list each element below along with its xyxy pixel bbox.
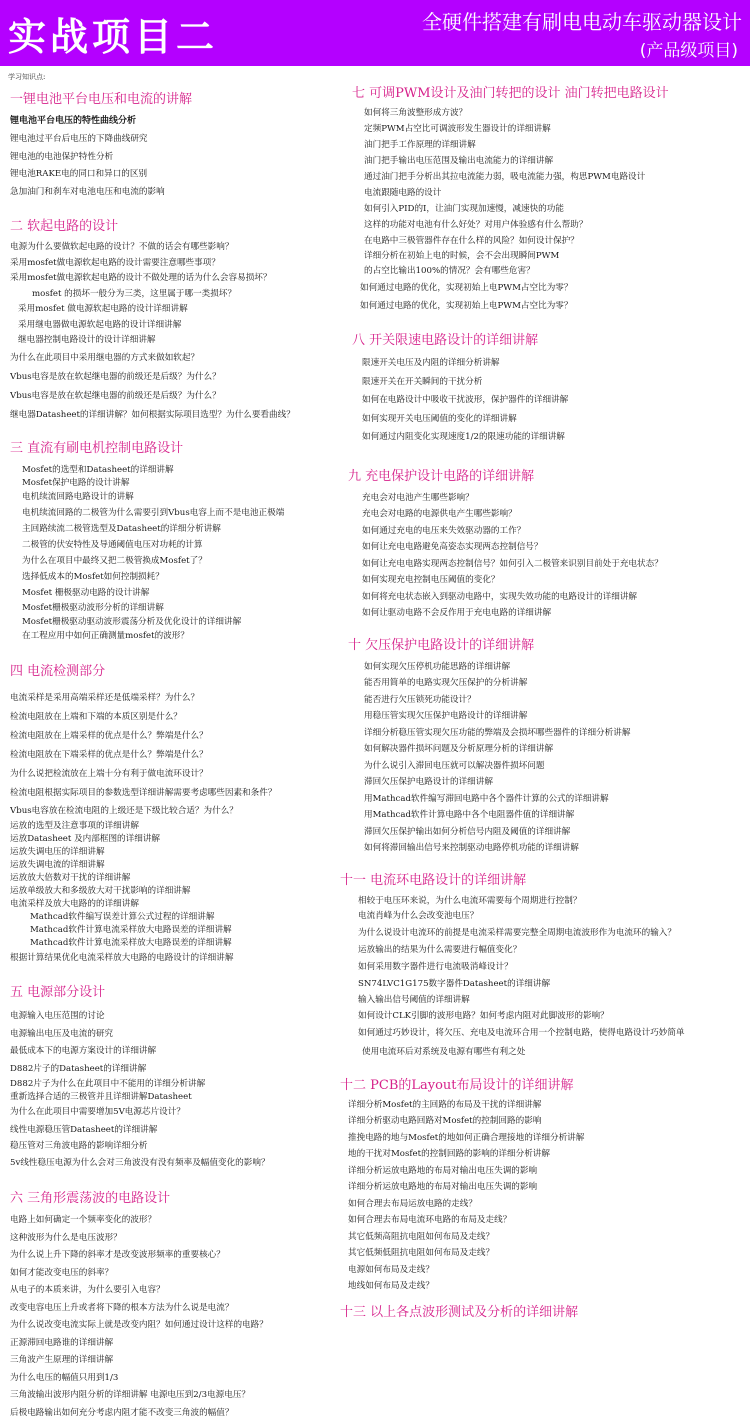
list-item: 详细分析Mosfet的主回路的布局及干扰的详细讲解 [340, 1097, 748, 1114]
list-item: 用Mathcad软件编写滞回电路中各个器件计算的公式的详细讲解 [348, 791, 748, 808]
list-item: 采用mosfet 做电源软起电路的设计详细讲解 [10, 302, 340, 318]
list-item: 为什么说上升下降的斜率才是改变波形频率的重要核心？ [10, 1247, 340, 1265]
section-title: 四 电流检测部分 [10, 660, 340, 679]
list-item: Mosfet栅极驱动驱动波形震荡分析及优化设计的详细讲解 [10, 615, 340, 629]
list-item: 其它低频高阻抗电阻如何布局及走线？ [340, 1229, 748, 1246]
list-item: 油门把手工作原理的详细讲解 [352, 137, 748, 153]
section-title: 十 欠压保护电路设计的详细讲解 [348, 634, 748, 653]
list-item: 电机续流回路电路设计的讲解 [10, 490, 340, 505]
list-item: 其它低频低阻抗电阻如何布局及走线？ [340, 1245, 748, 1262]
list-item: 选择低成本的Mosfet如何控制损耗？ [10, 569, 340, 585]
list-item: 详细分析稳压管实现欠压功能的弊端及会损坏哪些器件的详细分析讲解 [348, 725, 748, 742]
list-item: 急加油门和刹车对电池电压和电流的影响 [10, 184, 340, 202]
list-item: 用Mathcad软件计算电路中各个电阻器件值的详细讲解 [348, 807, 748, 824]
list-item: 滞回欠压保护电路设计的详细讲解 [348, 774, 748, 791]
list-item: 电源如何布局及走线？ [340, 1262, 748, 1279]
list-item: 限速开关在开关瞬间的干扰分析 [352, 373, 748, 392]
list-item: 为什么说设计电流环的前提是电流采样需要完整全周期电流波形作为电流环的输入？ [340, 925, 748, 942]
list-item: 正源滞回电路谁的详细讲解 [10, 1335, 340, 1353]
list-item: 采用mosfet做电源软起电路的设计需要注意哪些事项？ [10, 256, 340, 272]
list-item: 如何解决器件损坏问题及分析原理分析的详细讲解 [348, 741, 748, 758]
right-column [340, 80, 748, 1326]
list-item: 能否进行欠压锁死功能设计？ [348, 692, 748, 709]
list-item: 充电会对电池产生哪些影响？ [348, 490, 748, 507]
list-item: 电流采样是采用高端采样还是低端采样？为什么？ [10, 689, 340, 708]
project-tag: (产品级项目) [640, 36, 738, 61]
list-item: 二极管的伏安特性及导通阈值电压对功耗的计算 [10, 537, 340, 553]
section-7 [340, 82, 748, 315]
list-item: 为什么电压的幅值只用到1/3 [10, 1370, 340, 1388]
list-item: 用稳压管实现欠压保护电路设计的详细讲解 [348, 708, 748, 725]
list-item: 检流电阻放在上端采样的优点是什么？弊端是什么？ [10, 727, 340, 746]
list-item: 继电器Datasheet的详细讲解？如何根据实际项目选型？为什么要看曲线？ [10, 406, 340, 425]
list-item: 电流跟随电路的设计 [352, 185, 748, 201]
section-11 [340, 869, 748, 1062]
list-item: 能否用简单的电路实现欠压保护的分析讲解 [348, 675, 748, 692]
header-banner [0, 0, 750, 66]
section-title: 十一 电流环电路设计的详细讲解 [340, 869, 748, 888]
section-1 [10, 88, 340, 201]
section-4 [10, 660, 340, 968]
list-item: 为什么说引入滞回电压就可以解决器件损坏问题 [348, 758, 748, 775]
list-item: 如何实现开关电压阈值的变化的详细讲解 [352, 410, 748, 429]
list-item: 如何合理去布局电流环电路的布局及走线？ [340, 1212, 748, 1229]
section-title: 一锂电池平台电压和电流的讲解 [10, 88, 340, 107]
list-item: 油门把手输出电压范围及输出电流能力的详细讲解 [352, 153, 748, 169]
section-title: 七 可调PWM设计及油门转把的设计 油门转把电路设计 [352, 82, 748, 101]
list-item: 为什么在此项目中需要增加5V电源芯片设计？ [10, 1104, 340, 1122]
list-item: 如何通过电路的优化，实现初始上电PWM占空比为零？ [352, 297, 748, 315]
list-item: 如何通过巧妙设计，将欠压、充电及电流环合用一个控制电路，使得电路设计巧妙简单 [340, 1025, 748, 1042]
list-item: 如何采用数字器件进行电流吸消峰设计？ [340, 959, 748, 976]
list-item: 电流采样及放大电路的的详细讲解 [10, 898, 340, 911]
list-item: 如何设计CLK引脚的波形电路？如何考虑内阻对此脚波形的影响？ [340, 1008, 748, 1025]
list-item: 限速开关电压及内阻的详细分析讲解 [352, 354, 748, 373]
list-item: 如何实现充电控制电压阈值的变化？ [348, 572, 748, 589]
list-item: 这种波形为什么是电压波形？ [10, 1230, 340, 1248]
list-item: 5v线性稳压电源为什么会对三角波没有没有频率及幅值变化的影响？ [10, 1153, 340, 1173]
list-item: mosfet 的损坏一般分为三类，这里属于哪一类损坏？ [10, 287, 340, 303]
section-5 [10, 981, 340, 1173]
section-title: 十三 以上各点波形测试及分析的详细讲解 [340, 1301, 748, 1320]
list-item: 最低成本下的电源方案设计的详细讲解 [10, 1043, 340, 1061]
list-item: 如何实现欠压停机功能思路的详细讲解 [348, 659, 748, 676]
list-item: 如何将三角波整形成方波？ [352, 105, 748, 121]
project-title: 实战项目二 [8, 6, 218, 61]
list-item: 使用电流环后对系统及电源有哪些有利之处 [340, 1042, 748, 1062]
list-item: Mosfet的选型和Datasheet的详细讲解 [10, 464, 340, 477]
list-item: 的占空比输出100%的情况？会有哪些危害？ [352, 263, 748, 279]
list-item: 运放失调电流的详细讲解 [10, 859, 340, 872]
list-item: 检流电阻放在上端和下端的本质区别是什么？ [10, 708, 340, 727]
list-item: 充电会对电路的电源供电产生哪些影响？ [348, 506, 748, 523]
list-item: 详细分析驱动电路回路对Mosfet的控制回路的影响 [340, 1113, 748, 1130]
section-8 [340, 329, 748, 447]
list-item: 运放Datasheet 及内部框图的详细讲解 [10, 833, 340, 846]
list-item: 为什么在此项目中采用继电器的方式来做如软起？ [10, 349, 340, 368]
list-item: Vbus电容是放在软起继电器的前级还是后级？为什么？ [10, 368, 340, 387]
list-item: 如何让充电电路避免高姿态实现两态控制信号？ [348, 539, 748, 556]
list-item: 详细分析运放电路地的布局对输出电压失调的影响 [340, 1179, 748, 1196]
list-item: 运放失调电压的详细讲解 [10, 846, 340, 859]
list-item: 运放单级放大和多级放大对干扰影响的详细讲解 [10, 885, 340, 898]
list-item: 采用mosfet做电源软起电路的设计不做处理的话为什么会容易损坏？ [10, 271, 340, 287]
section-13 [340, 1301, 748, 1320]
list-item: 稳压管对三角波电路的影响详细分析 [10, 1139, 340, 1153]
section-9 [340, 465, 748, 622]
list-item: 相较于电压环来说，为什么电流环需要每个周期进行控制？ [340, 894, 748, 910]
list-item: 电路上如何确定一个频率变化的波形？ [10, 1212, 340, 1230]
list-item: 锂电池的电池保护特性分析 [10, 149, 340, 167]
list-item: 详细分析运放电路地的布局对输出电压失调的影响 [340, 1163, 748, 1180]
list-item: 继电器控制电路设计的设计详细讲解 [10, 333, 340, 349]
list-item: 电流肖峰为什么会改变池电压？ [340, 909, 748, 925]
list-item: 在电路中三极管器件存在什么样的风险？如何设计保护？ [352, 233, 748, 249]
list-item: 电机续流回路的二极管为什么需要引到Vbus电容上而不是电池正极端 [10, 505, 340, 521]
list-item: SN74LVC1G175数字器件Datasheet的详细讲解 [340, 976, 748, 993]
list-item: 采用继电器做电源软起电路的设计详细讲解 [10, 318, 340, 334]
list-item: Mosfet 栅极驱动电路的设计讲解 [10, 585, 340, 601]
list-item: 详细分析在初始上电的时候，会不会出现瞬间PWM [352, 249, 748, 263]
list-item: 滞回欠压保护输出如何分析信号内阻及阈值的详细讲解 [348, 824, 748, 841]
list-item: 如何将滞回输出信号来控制驱动电路停机功能的详细讲解 [348, 840, 748, 857]
list-item: D882片子为什么在此项目中不能用的详细分析讲解 [10, 1078, 340, 1091]
list-item: Mathcad软件计算电流采样放大电路误差的详细讲解 [10, 937, 340, 950]
section-title: 十二 PCB的Layout布局设计的详细讲解 [340, 1074, 748, 1093]
list-item: Mosfet栅极驱动波形分析的详细讲解 [10, 601, 340, 615]
section-3 [10, 437, 340, 644]
section-title: 五 电源部分设计 [10, 981, 340, 1000]
section-2 [10, 215, 340, 425]
list-item: 如何才能改变电压的斜率？ [10, 1265, 340, 1283]
list-item: 锂电池RAKE电的同口和异口的区别 [10, 166, 340, 184]
section-title: 六 三角形震荡波的电路设计 [10, 1187, 340, 1206]
section-title: 三 直流有刷电机控制电路设计 [10, 437, 340, 456]
list-item: 三角波输出波形内阻分析的详细讲解 电源电压到2/3电源电压？ [10, 1387, 340, 1405]
section-title: 八 开关限速电路设计的详细讲解 [352, 329, 748, 348]
list-item: 为什么说改变电流实际上就是改变内阻？如何通过设计这样的电路？ [10, 1317, 340, 1335]
list-item: Vbus电容是放在软起继电器的前级还是后级？为什么？ [10, 387, 340, 406]
list-item: 定频PWM占空比可调波形发生器设计的详细讲解 [352, 121, 748, 137]
list-item: 三角波产生原理的详细讲解 [10, 1352, 340, 1370]
section-6 [10, 1187, 340, 1422]
list-item: 如何引入PID的I，让油门实现加速慢，减速快的功能 [352, 201, 748, 217]
list-item: D882片子的Datasheet的详细讲解 [10, 1061, 340, 1079]
knowledge-label: 学习知识点: [8, 72, 45, 82]
list-item: 从电子的本质来讲，为什么要引入电容？ [10, 1282, 340, 1300]
list-item: 电源输入电压范围的讨论 [10, 1008, 340, 1026]
list-item: 如何让充电电路实现两态控制信号？如何引入二极管来识别目前处于充电状态？ [348, 556, 748, 573]
list-item: 如何在电路设计中吸收干扰波形，保护器件的详细讲解 [352, 391, 748, 410]
list-item: 根据计算结果优化电流采样放大电路的电路设计的详细讲解 [10, 950, 340, 968]
list-item: 主回路续流二极管选型及Datasheet的详细分析讲解 [10, 521, 340, 537]
list-item: 为什么说把检流放在上端十分有利于做电流环设计？ [10, 765, 340, 784]
section-title: 二 软起电路的设计 [10, 215, 340, 234]
list-item: 如何通过电路的优化，实现初始上电PWM占空比为零？ [352, 279, 748, 297]
project-subtitle: 全硬件搭建有刷电电动车驱动器设计 [422, 6, 742, 35]
list-item: 电源为什么要做软起电路的设计？不做的话会有哪些影响？ [10, 240, 340, 256]
list-item: 运放输出的结果为什么需要进行幅值变化？ [340, 942, 748, 959]
list-item: 输入输出信号阈值的详细讲解 [340, 993, 748, 1008]
section-10 [340, 634, 748, 857]
list-item: 重新选择合适的三极管并且详细讲解Datasheet [10, 1091, 340, 1104]
section-subtitle: 锂电池平台电压的特性曲线分析 [10, 113, 340, 126]
list-item: 地线如何布局及走线？ [340, 1278, 748, 1295]
list-item: 这样的功能对电池有什么好处？对用户体验感有什么帮助？ [352, 217, 748, 233]
list-item: 地的干扰对Mosfet的控制回路的影响的详细分析讲解 [340, 1146, 748, 1163]
list-item: 改变电容电压上升或者将下降的根本方法为什么说是电流？ [10, 1300, 340, 1318]
list-item: 如何合理去布局运放电路的走线？ [340, 1196, 748, 1213]
list-item: 如何将充电状态嵌入到驱动电路中，实现失效功能的电路设计的详细讲解 [348, 589, 748, 606]
list-item: 如何通过内阻变化实现速度1/2的限速功能的详细讲解 [352, 428, 748, 447]
list-item: 为什么在项目中最终又把二极管换成Mosfet了？ [10, 553, 340, 569]
list-item: 锂电池过平台后电压的下降曲线研究 [10, 131, 340, 149]
left-column [10, 80, 340, 1422]
list-item: 如何让驱动电路不会反作用于充电电路的详细讲解 [348, 605, 748, 622]
list-item: 在工程应用中如何正确测量mosfet的波形？ [10, 629, 340, 644]
list-item: Mathcad软件编写误差计算公式过程的详细讲解 [10, 911, 340, 924]
list-item: Mosfet保护电路的设计讲解 [10, 477, 340, 490]
section-title: 九 充电保护设计电路的详细讲解 [348, 465, 748, 484]
list-item: 运放的选型及注意事项的详细讲解 [10, 820, 340, 833]
list-item: 如何通过充电的电压来失效驱动器的工作？ [348, 523, 748, 540]
list-item: 后极电路输出如何充分考虑内阻才能不改变三角波的幅值？ [10, 1405, 340, 1422]
list-item: 检流电阻根据实际项目的参数选型详细讲解需要考虑哪些因素和条件？ [10, 784, 340, 803]
list-item: 电源输出电压及电流的研究 [10, 1026, 340, 1044]
list-item: Mathcad软件计算电流采样放大电路误差的详细讲解 [10, 924, 340, 937]
list-item: 检流电阻放在下端采样的优点是什么？弊端是什么？ [10, 746, 340, 765]
list-item: 线性电源稳压管Datasheet的详细讲解 [10, 1122, 340, 1140]
list-item: 通过油门把手分析出其拉电流能力弱，吸电流能力强，构思PWM电路设计 [352, 169, 748, 185]
list-item: Vbus电容放在检流电阻的上级还是下级比较合适？为什么？ [10, 803, 340, 820]
list-item: 推挽电路的地与Mosfet的地如何正确合理接地的详细分析讲解 [340, 1130, 748, 1147]
list-item: 运放放大倍数对干扰的详细讲解 [10, 872, 340, 885]
section-12 [340, 1074, 748, 1295]
